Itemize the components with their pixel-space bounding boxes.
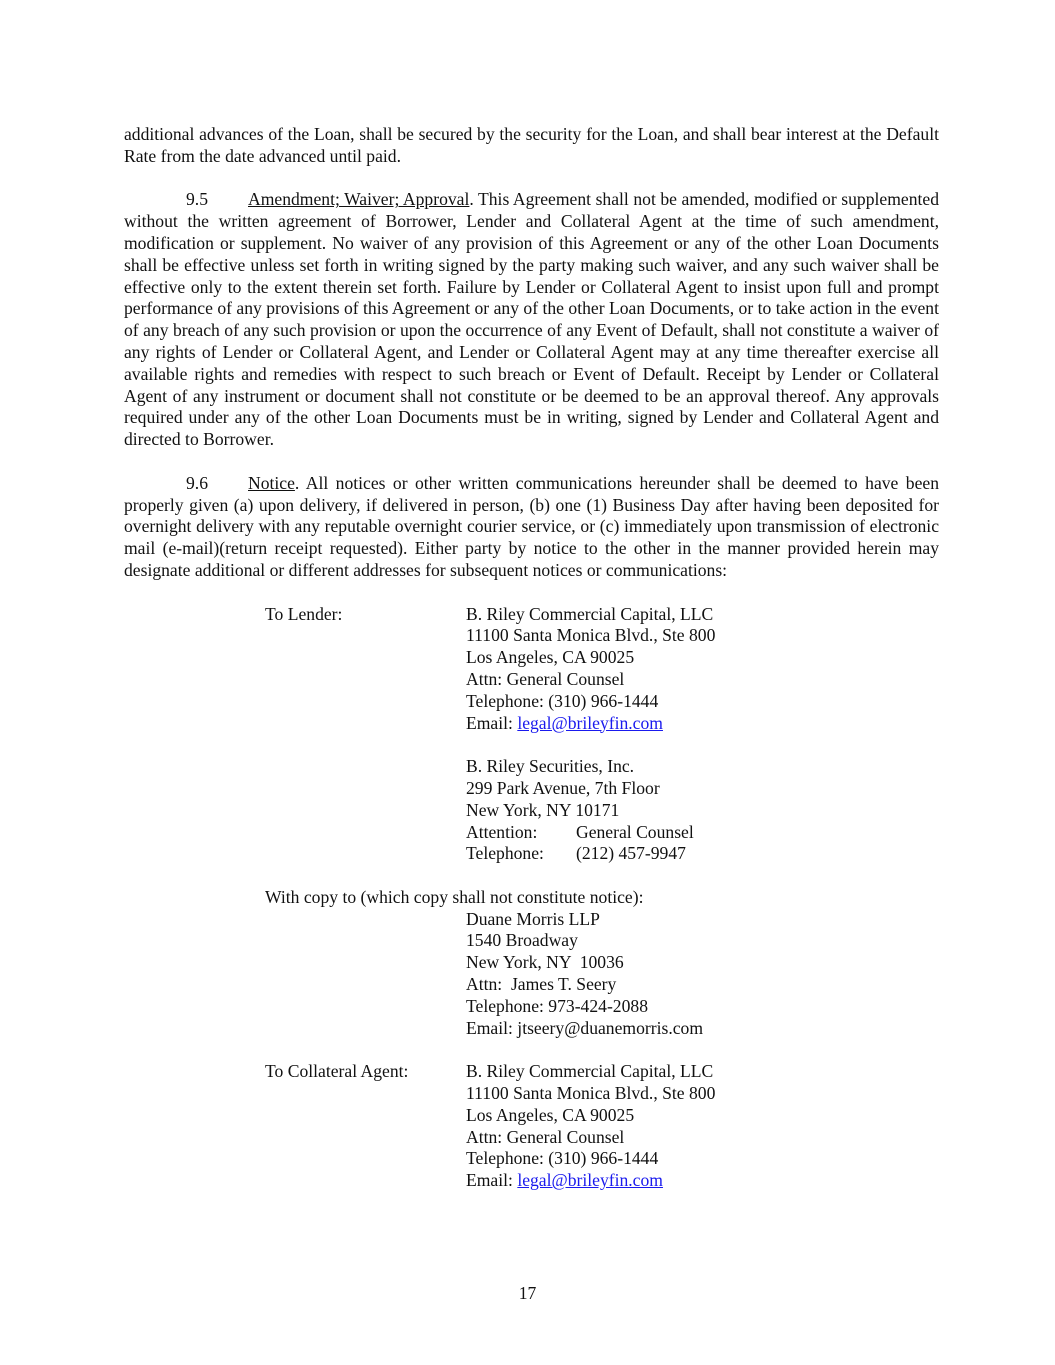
document-page	[124, 124, 939, 1214]
address-line: 299 Park Avenue, 7th Floor	[466, 777, 660, 798]
section-heading: Notice	[248, 472, 295, 493]
address-line: 11100 Santa Monica Blvd., Ste 800	[466, 625, 716, 646]
attention-line	[466, 822, 939, 844]
attention-value: General Counsel	[576, 821, 694, 842]
copy-address-block	[124, 887, 939, 1040]
carryover-paragraph: additional advances of the Loan, shall be secured by the security for the Loan, and shall bear interest at the Default Rate from the date advanced until paid.	[124, 124, 939, 166]
section-number: 9.6	[186, 472, 208, 493]
page-number: 17	[518, 1283, 537, 1303]
section-9-5	[124, 189, 939, 451]
collateral-agent-label: To Collateral Agent:	[265, 1061, 409, 1082]
section-9-6	[124, 473, 939, 582]
address-line: Telephone: (310) 966-1444	[466, 1148, 659, 1169]
address-line: Duane Morris LLP	[466, 908, 600, 929]
section-body: . All notices or other written communications hereunder shall be deemed to have been properly given (a) upon delivery, if delivered in person, (b) one (1) Business Day after having been deposited for overnight delivery with any reputable overnight courier service, or (c) immediately upon transmission of electronic mail (e-mail)(return receipt requested). Either party by notice to the other in the manner provided herein may designate additional or different addresses for subsequent notices or communications:	[124, 472, 939, 580]
lender-email-link[interactable]: legal@brileyfin.com	[517, 712, 663, 733]
collateral-agent-email-link[interactable]: legal@brileyfin.com	[517, 1170, 663, 1191]
address-line: Telephone: 973-424-2088	[466, 995, 648, 1016]
lender-address-block	[124, 604, 939, 735]
collateral-agent-address-block	[124, 1061, 939, 1192]
lender-label: To Lender:	[265, 603, 343, 624]
address-line: Email: jtseery@duanemorris.com	[466, 1017, 704, 1038]
email-label: Email:	[466, 712, 518, 733]
attention-label: Attention:	[466, 821, 538, 842]
address-line: Attn: General Counsel	[466, 668, 625, 689]
address-line: Los Angeles, CA 90025	[466, 1104, 635, 1125]
section-heading: Amendment; Waiver; Approval	[248, 189, 470, 210]
email-line	[466, 1170, 939, 1192]
copy-heading: With copy to (which copy shall not constitute notice):	[265, 886, 644, 907]
email-label: Email:	[466, 1170, 518, 1191]
telephone-label: Telephone:	[466, 843, 544, 864]
email-line	[466, 713, 939, 735]
address-line: Attn: James T. Seery	[466, 974, 617, 995]
telephone-line	[466, 843, 939, 865]
address-line: B. Riley Commercial Capital, LLC	[466, 603, 714, 624]
address-line: 11100 Santa Monica Blvd., Ste 800	[466, 1083, 716, 1104]
section-number: 9.5	[186, 189, 208, 210]
address-line: B. Riley Securities, Inc.	[466, 756, 635, 777]
address-line: Los Angeles, CA 90025	[466, 647, 635, 668]
address-line: New York, NY 10036	[466, 952, 624, 973]
lender-second-address-block	[124, 756, 939, 865]
address-line: Telephone: (310) 966-1444	[466, 690, 659, 711]
section-body: . This Agreement shall not be amended, modified or supplemented without the written agreement of Borrower, Lender and Collateral Agent at the time of such amendment, modification or supplement. No waiver of any provision of this Agreement or any of the other Loan Documents shall be effective unless set forth in writing signed by the party making such waiver, and any such waiver shall be effective only to the extent therein set forth. Failure by Lender or Collateral Agent to insist upon full and prompt performance of any provisions of this Agreement or any of the other Loan Documents, or to take action in the event of any breach of any such provision or upon the occurrence of any Event of Default, shall not constitute a waiver of any rights of Lender or Collateral Agent, and Lender or Collateral Agent may at any time thereafter exercise all available rights and remedies with respect to such breach or Event of Default. Receipt by Lender or Collateral Agent of any instrument or document shall not constitute or be deemed to be an approval thereof. Any approvals required under any of the other Loan Documents must be in writing, signed by Lender and Collateral Agent and directed to Borrower.	[124, 189, 939, 450]
address-line: Attn: General Counsel	[466, 1126, 625, 1147]
address-line: New York, NY 10171	[466, 799, 620, 820]
address-line: 1540 Broadway	[466, 930, 578, 951]
address-line: B. Riley Commercial Capital, LLC	[466, 1061, 714, 1082]
telephone-value: (212) 457-9947	[576, 843, 686, 864]
